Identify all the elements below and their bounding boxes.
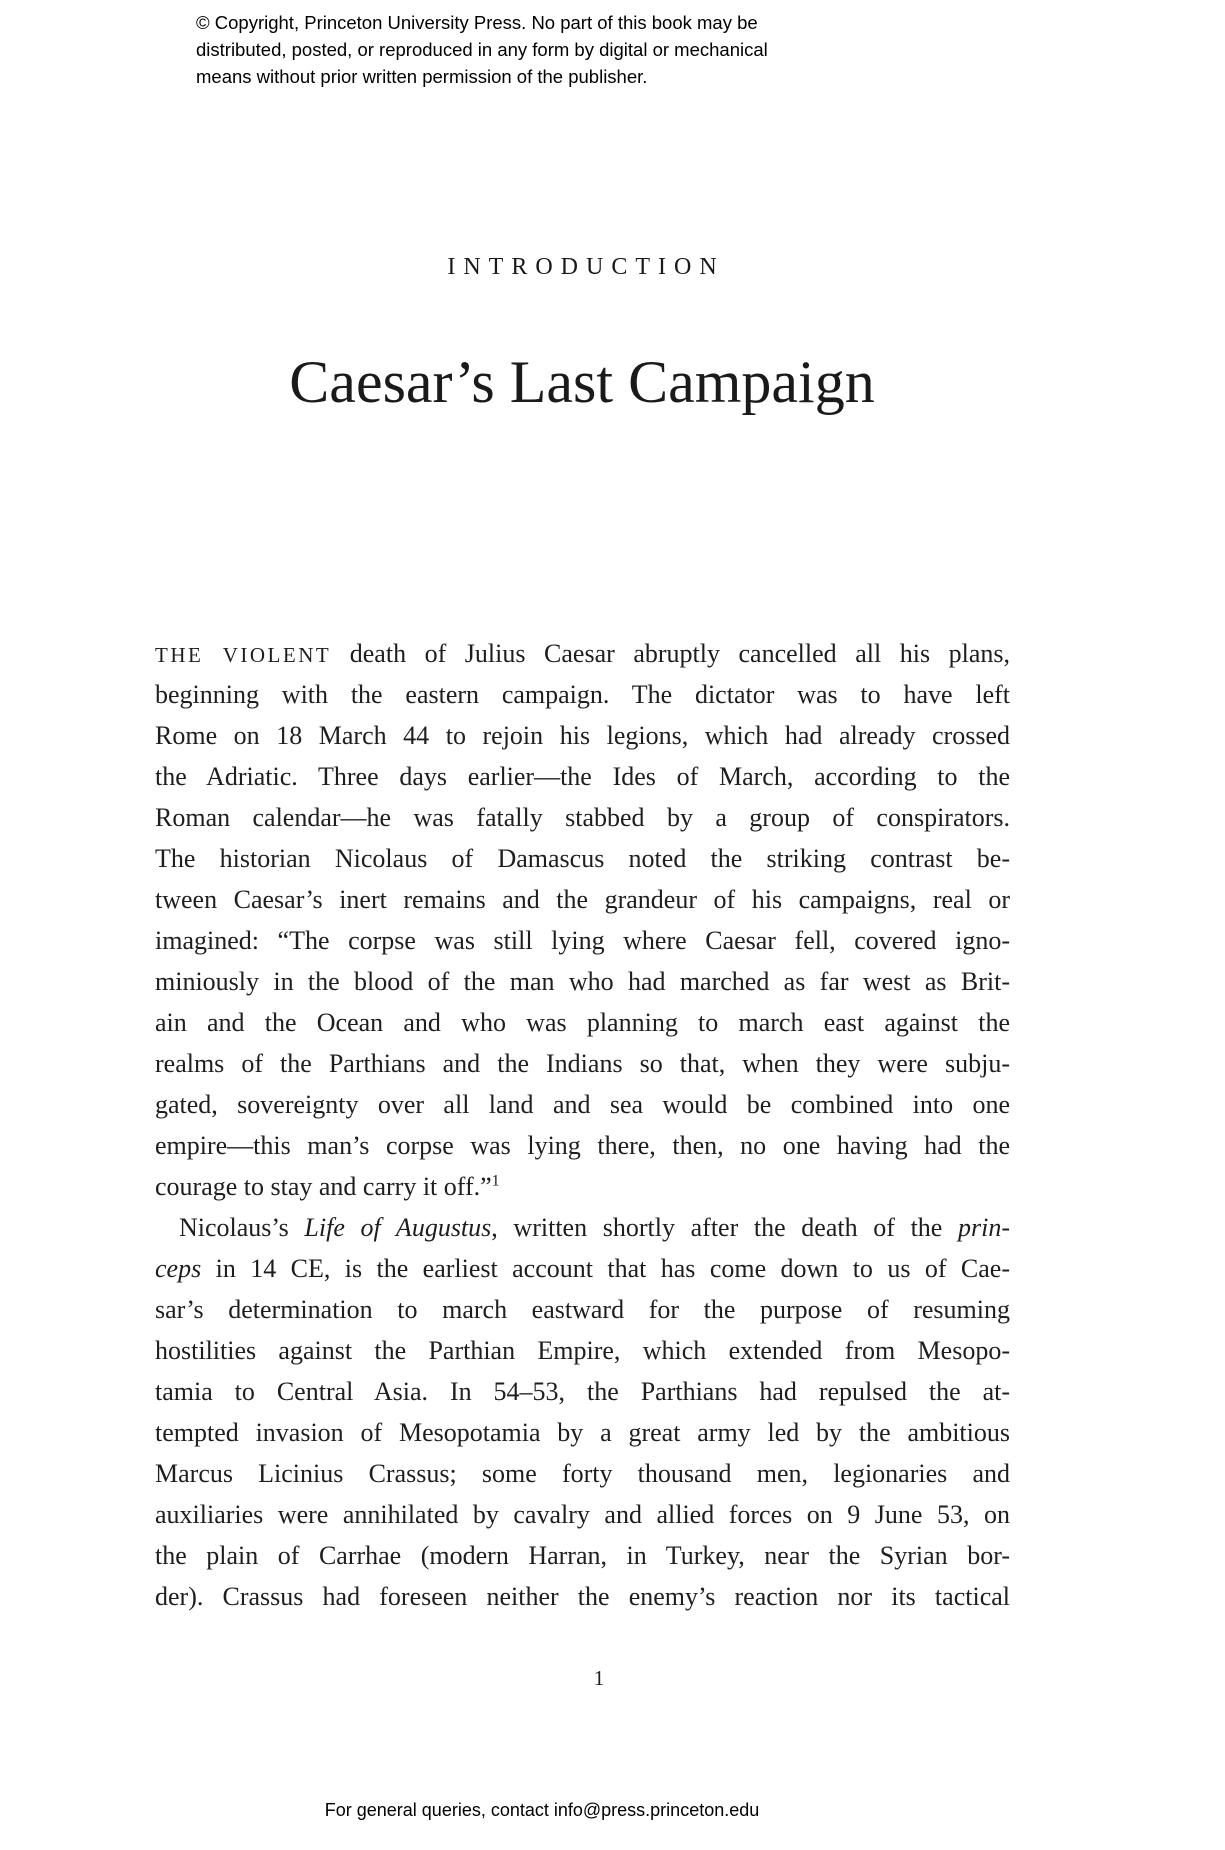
body-segment: tween Caesar’s inert remains and the grandeur of his campaigns, real or	[155, 885, 1010, 914]
body-segment-italic: prin-	[958, 1213, 1010, 1242]
body-segment: in 14 CE, is the earliest account that has come down to us of Cae-	[201, 1254, 1010, 1283]
footer-contact-note: For general queries, contact info@press.princeton.edu	[324, 1800, 760, 1820]
body-line	[155, 633, 1010, 674]
body-line	[155, 1166, 1010, 1207]
body-line	[155, 879, 1010, 920]
body-line	[155, 838, 1010, 879]
body-line	[155, 1494, 1010, 1535]
body-line	[155, 1002, 1010, 1043]
copyright-line: © Copyright, Princeton University Press. No part of this book may be	[196, 12, 758, 33]
body-segment: miniously in the blood of the man who had marched as far west as Brit-	[155, 967, 1010, 996]
body-line	[155, 1207, 1010, 1248]
body-segment: beginning with the eastern campaign. The dictator was to have left	[155, 680, 1010, 709]
body-segment: gated, sovereignty over all land and sea would be combined into one	[155, 1090, 1010, 1119]
body-segment: der). Crassus had foreseen neither the enemy’s reaction nor its tactical	[155, 1582, 1010, 1611]
body-segment: , written shortly after the death of the	[491, 1213, 958, 1242]
body-line	[155, 1330, 1010, 1371]
body-line	[155, 797, 1010, 838]
body-line	[155, 756, 1010, 797]
body-text	[155, 633, 1010, 1617]
body-line	[155, 1248, 1010, 1289]
copyright-line: means without prior written permission of the publisher.	[196, 66, 648, 87]
body-segment: courage to stay and carry it off.”	[155, 1172, 492, 1201]
body-segment: realms of the Parthians and the Indians so that, when they were subju-	[155, 1049, 1010, 1078]
body-line	[155, 1125, 1010, 1166]
body-segment: death of Julius Caesar abruptly cancelled all his plans,	[331, 639, 1010, 668]
body-line	[155, 674, 1010, 715]
body-segment: hostilities against the Parthian Empire, which extended from Mesopo-	[155, 1336, 1010, 1365]
body-segment: the plain of Carrhae (modern Harran, in Turkey, near the Syrian bor-	[155, 1541, 1010, 1570]
body-line	[155, 1453, 1010, 1494]
body-segment: Marcus Licinius Crassus; some forty thousand men, legionaries and	[155, 1459, 1010, 1488]
body-segment-italic: Life of Augustus	[304, 1213, 492, 1242]
body-line	[155, 1043, 1010, 1084]
body-line	[155, 961, 1010, 1002]
copyright-line: distributed, posted, or reproduced in any form by digital or mechanical	[196, 39, 768, 60]
body-segment: imagined: “The corpse was still lying where Caesar fell, covered igno-	[155, 926, 1010, 955]
body-line	[155, 1535, 1010, 1576]
body-segment-italic: ceps	[155, 1254, 202, 1283]
body-line	[155, 1576, 1010, 1617]
body-segment-smallcaps: THE VIOLENT	[155, 643, 332, 667]
body-line	[155, 1289, 1010, 1330]
body-segment: the Adriatic. Three days earlier—the Ides of March, according to the	[155, 762, 1010, 791]
page-number: 1	[593, 1666, 605, 1690]
copyright-notice	[196, 9, 768, 90]
body-segment: The historian Nicolaus of Damascus noted the striking contrast be-	[155, 844, 1010, 873]
body-line	[155, 1412, 1010, 1453]
body-segment: sar’s determination to march eastward for the purpose of resuming	[155, 1295, 1010, 1324]
body-line	[155, 1084, 1010, 1125]
chapter-title: Caesar’s Last Campaign	[289, 349, 875, 415]
body-segment: Roman calendar—he was fatally stabbed by a group of conspirators.	[155, 803, 1010, 832]
body-line	[155, 920, 1010, 961]
body-line	[155, 1371, 1010, 1412]
body-segment: tempted invasion of Mesopotamia by a great army led by the ambitious	[155, 1418, 1010, 1447]
body-line	[155, 715, 1010, 756]
body-segment: Nicolaus’s	[179, 1213, 305, 1242]
body-segment: ain and the Ocean and who was planning to march east against the	[155, 1008, 1010, 1037]
body-segment: auxiliaries were annihilated by cavalry and allied forces on 9 June 53, on	[155, 1500, 1010, 1529]
body-segment: Rome on 18 March 44 to rejoin his legions, which had already crossed	[155, 721, 1010, 750]
body-segment: tamia to Central Asia. In 54–53, the Parthians had repulsed the at-	[155, 1377, 1010, 1406]
body-segment: empire—this man’s corpse was lying there, then, no one having had the	[155, 1131, 1010, 1160]
chapter-kicker: INTRODUCTION	[447, 254, 725, 280]
body-segment-sup: 1	[491, 1172, 500, 1190]
